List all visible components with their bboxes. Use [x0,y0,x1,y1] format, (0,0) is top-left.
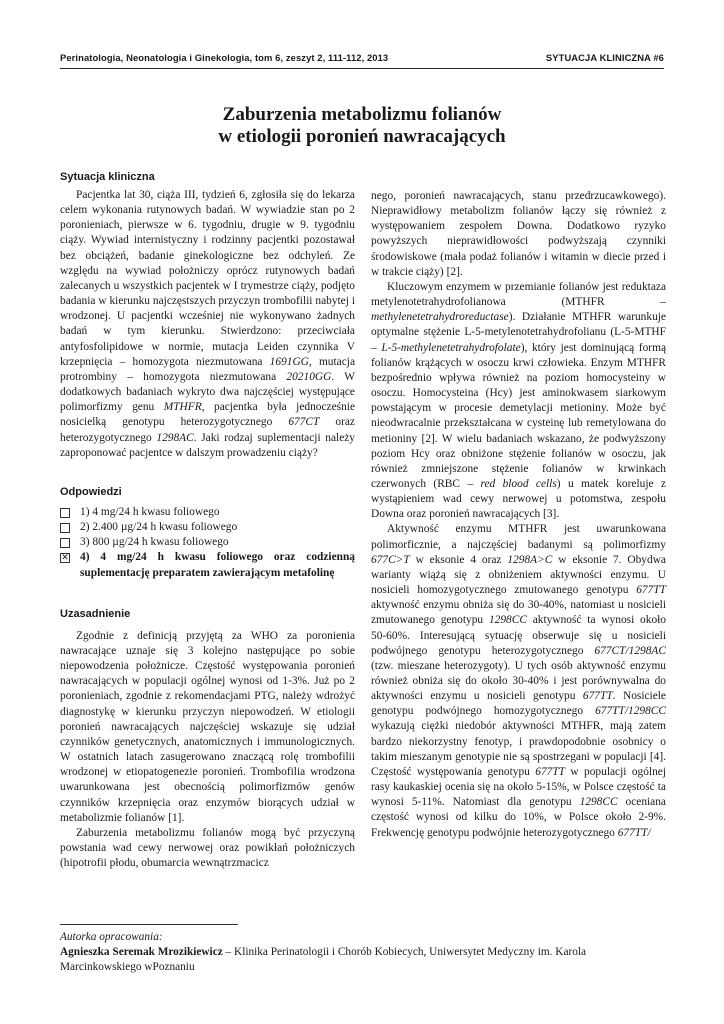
running-header [60,52,664,66]
title-line-2: w etiologii poronień nawracających [218,126,506,147]
checkbox-icon [60,538,70,548]
clinical-situation-heading: Sytuacja kliniczna [60,171,155,183]
title-line-1: Zaburzenia metabolizmu folianów [222,104,502,125]
answer-option-4-correct: ✕ 4) 4 mg/24 h kwasu foliowego oraz codzienną suplementację preparatem zawierającym metafolinę [61,551,355,579]
justification-paragraph-2: Zaburzenia metabolizmu folianów mogą być przyczyną powstania wad cewy nerwowej oraz powikłań położniczych (hipotrofii płodu, obumarcia wewnątrzmacicz [60,826,355,870]
checked-box-icon: ✕ [61,553,69,564]
journal-citation: Perinatologia, Neonatologia i Ginekologia, tom 6, zeszyt 2, 111-112, 2013 [60,52,389,63]
footnote [60,930,664,975]
footnote-affiliation: Agnieszka Seremak Mrozikiewicz – Klinika Perinatologii i Chorób Kobiecych, Uniwersytet Medyczny im. Karola Marcinkowskiego wPoznaniu [60,946,587,973]
justification-paragraph-1: Zgodnie z definicją przyjętą za WHO za poronienia nawracające uznaje się 3 kolejno następujące po sobie niepowodzenia położnicze. Częstość występowania poronień nawracających w populacji ogólnej wynosi od 1-3%. Już po 2 poronieniach, zgodnie z rekomendacjami PTG, należy wdrożyć diagnostykę w kierunku przyczyn niepowodzeń. W etiologii poronień nawracających najczęściej wskazuje się udział czynników genetycznych, anatomicznych i immunologicznych. W ostatnich latach zasugerowano znaczącą rolę trombofilii wrodzonej w etiopatogenezie poronień. Trombofilia wrodzona uwarunkowana jest obecnością polimorfizmów genów czynników krzepnięcia oraz enzymów biorących udział w metabolizmie folianów [1]. [60,629,355,824]
continued-paragraph: nego, poronień nawracających, stanu przedrzucawkowego). Nieprawidłowy metabolizm folianów łączy się również z występowaniem zespołem Downa. Dodatkowo ryzyko powyższych nieprawidłowości podwyższają czynniki środowiskowe (mała podaż folianów i witamin w diecie przed i w trakcie ciąży) [2]. [371,190,666,278]
section-label: SYTUACJA KLINICZNA #6 [545,52,664,63]
footnote-author: Agnieszka Seremak Mrozikiewicz [60,946,223,958]
header-divider [60,68,664,69]
answers-list [60,505,355,581]
checkbox-icon [60,508,70,518]
justification-heading: Uzasadnienie [60,607,131,620]
checkbox-icon [60,523,70,533]
article-title [60,104,664,148]
left-column [60,170,355,871]
mthfr-paragraph: Kluczowym enzymem w przemianie folianów jest reduktaza metylenotetrahydrofolianowa (MTHFR – methylenetetrahydroreductase). Działanie MTHFR warunkuje optymalne stężenie L-5-metylenotetrahydrofolianu (L-5-MTHF – L-5-methylenetetrahydrofolate), który jest dominującą formą folianów krążących w osoczu krwi człowieka. Enzym MTHFR bezpośrednio wpływa również na poziom homocysteiny w osoczu. Homocysteina (Hcy) jest aminokwasem siarkowym powstającym w procesie demetylacji metioniny. Może być nieodwracalnie przekształcana w cysteinę lub remetylowana do metioniny [2]. W wielu badaniach wskazano, że podwyższony poziom Hcy oraz obniżone stężenie folianów w osoczu, jak również zmniejszone stężenie folianów w krwinkach czerwonych (RBC – red blood cells) u matek koreluje z wystąpieniem wad cewy nerwowej u potomstwa, zespołu Downa oraz poronień nawracających [3]. [371,280,666,521]
answer-option-3: 3) 800 µg/24 h kwasu foliowego [60,535,355,550]
footnote-divider [60,924,238,925]
answer-option-2: 2) 2.400 µg/24 h kwasu foliowego [60,520,355,535]
footnote-label: Autorka opracowania: [60,931,163,943]
answers-heading: Odpowiedzi [60,485,122,498]
right-column [371,189,666,841]
clinical-situation-paragraph: Pacjentka lat 30, ciąża III, tydzień 6, zgłosiła się do lekarza celem wykonania rutynowych badań. W wywiadzie stan po 2 poronieniach, pierwsze w 6. tygodniu, drugie w 9. tygodniu ciąży. Wywiad internistyczny i rodzinny pacjentki pozostawał bez obciążeń, badanie ginekologiczne bez odchyleń. Ze względu na wywiad położniczy oprócz rutynowych badań zalecanych u wszystkich pacjentek w I trymestrze ciąży, podjęto badania w kierunku najczęstszych przyczyn trombofilii nabytej i wrodzonej. U pacjentki wcześniej nie wykonywano żadnych badań w tym kierunku. Stwierdzono: przeciwciała antyfosfolipidowe w normie, mutacja Leiden czynnika V krzepnięcia – homozygota niezmutowana 1691GG, mutacja protrombiny – homozygota niezmutowana 20210GG. W dodatkowych badaniach wykryto dwa najczęściej występujące polimorfizmy genu MTHFR, pacjentka była jednocześnie nosicielką genotypu heterozygotycznego 677CT oraz heterozygotycznego 1298AC. Jaki rodzaj suplementacji należy zaproponować pacjentce w dalszym prowadzeniu ciąży? [60,189,355,459]
polymorphism-paragraph: Aktywność enzymu MTHFR jest uwarunkowana polimorficznie, a najczęściej badanymi są polimorfizmy 677C>T w eksonie 4 oraz 1298A>C w eksonie 7. Obydwa warianty wiążą się z obniżeniem aktywności enzymu. U nosicieli homozygotycznego zmutowanego genotypu 677TT aktywność enzymu obniża się do 30-40%, natomiast u nosicieli zmutowanego genotypu 1298CC aktywność ta wynosi około 50-60%. Interesującą sytuację obserwuje się u nosicieli podwójnego genotypu heterozygotycznego 677CT/1298AC (tzw. mieszane heterozygoty). U tych osób aktywność enzymu również obniża się do około 30-40% i jest porównywalna do aktywności enzymu u nosicieli genotypu 677TT. Nosiciele genotypu podwójnego homozygotycznego 677TT/1298CC wykazują ciężki niedobór aktywności MTHFR, mają zatem bardzo niekorzystny fenotyp, i prawdopodobnie osobnicy o takim mieszanym genotypie nie są spostrzegani w populacji [4]. Częstość występowania genotypu 677TT w populacji ogólnej rasy kaukaskiej ocenia się na około 5-15%, w Polsce częstość ta wynosi 5-11%. Natomiast dla genotypu 1298CC oceniana częstość wynosi od kilku do 10%, w Polsce około 2-9%. Frekwencję genotypu podwójnie heterozygotycznego 677TT/ [371,523,667,839]
answer-option-1: 1) 4 mg/24 h kwasu foliowego [60,505,355,520]
